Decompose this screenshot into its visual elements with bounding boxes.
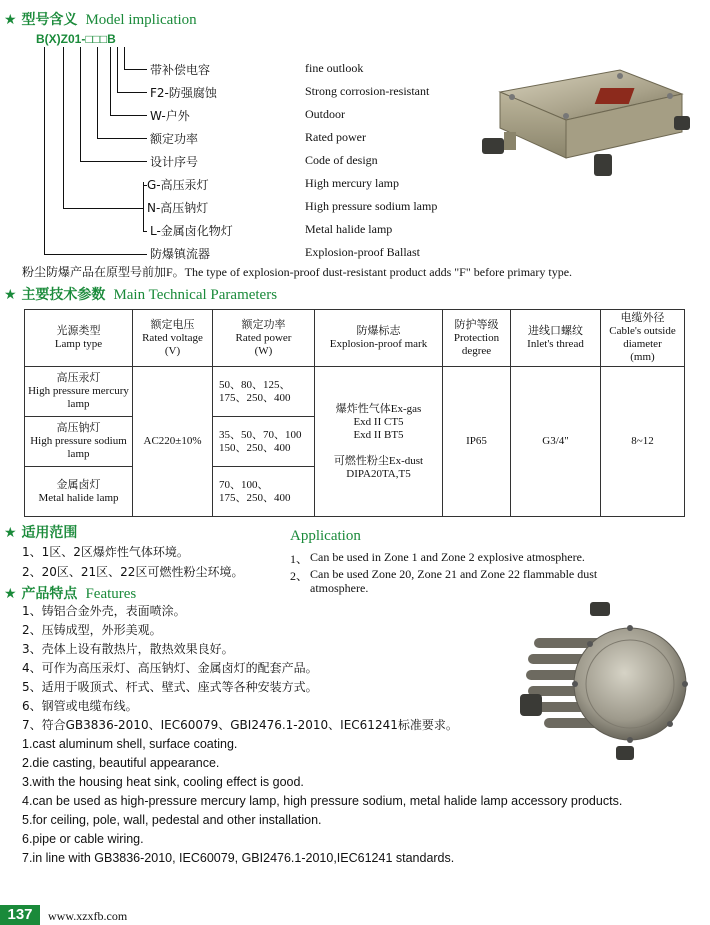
feature-item: 3.with the housing heat sink, cooling effect is good. xyxy=(22,775,304,789)
model-item-en: High pressure sodium lamp xyxy=(305,199,438,213)
model-item-en: Metal halide lamp xyxy=(305,222,393,236)
power-cell: 50、80、125、 175、250、400 xyxy=(213,367,315,417)
model-item-cn: W-户外 xyxy=(150,109,190,123)
model-item-en: Explosion-proof Ballast xyxy=(305,245,420,259)
section-model-title: ★ 型号含义 Model implication xyxy=(4,12,197,28)
model-item-cn: 带补偿电容 xyxy=(150,63,211,77)
feature-item: 1、铸铝合金外壳，表面喷涂。 xyxy=(22,604,186,618)
section-features-title: ★ 产品特点 Features xyxy=(4,586,137,602)
application-item: 1、 Can be used in Zone 1 and Zone 2 explosive atmosphere. xyxy=(290,550,585,566)
feature-item: 4、可作为高压汞灯、高压钠灯、金属卤灯的配套产品。 xyxy=(22,661,318,675)
scope-item: 1、1区、2区爆炸性气体环境。 xyxy=(22,545,189,559)
header-cable: 电缆外径 Cable's outside diameter (mm) xyxy=(601,310,685,367)
feature-item: 6、钢管或电缆布线。 xyxy=(22,699,138,713)
model-code: B(X)Z01-□□□B xyxy=(36,32,116,46)
application-item: 2、 Can be used Zone 20, Zone 21 and Zone 22 flammable dust atmosphere. xyxy=(290,567,598,595)
header-voltage: 额定电压 Rated voltage (V) xyxy=(133,310,213,367)
spec-table xyxy=(24,309,685,517)
lamp-type-cell: 高压钠灯 High pressure sodium lamp xyxy=(25,417,133,467)
feature-item: 1.cast aluminum shell, surface coating. xyxy=(22,737,238,751)
header-power: 额定功率 Rated power (W) xyxy=(213,310,315,367)
scope-list-cn xyxy=(22,543,243,583)
protection-cell: IP65 xyxy=(443,367,511,517)
feature-item: 5.for ceiling, pole, wall, pedestal and other installation. xyxy=(22,813,322,827)
feature-item: 6.pipe or cable wiring. xyxy=(22,832,144,846)
voltage-cell: AC220±10% xyxy=(133,367,213,517)
footer-url[interactable]: www.xzxfb.com xyxy=(48,909,128,923)
feature-item: 7.in line with GB3836-2010, IEC60079, GBI2476.1-2010,IEC61241 standards. xyxy=(22,851,455,865)
model-item-en: Rated power xyxy=(305,130,366,144)
dust-note: 粉尘防爆产品在原型号前加F。The type of explosion-proof dust-resistant product adds "F" before primary type. xyxy=(22,265,573,279)
model-item-en: fine outlook xyxy=(305,61,364,75)
features-list-cn xyxy=(22,602,458,735)
lamp-type-cell: 高压汞灯 High pressure mercury lamp xyxy=(25,367,133,417)
feature-item: 3、壳体上设有散热片，散热效果良好。 xyxy=(22,642,234,656)
model-item-cn: G-高压汞灯 xyxy=(147,178,209,192)
model-item-cn: F2-防强腐蚀 xyxy=(150,86,217,100)
ballast-box-photo xyxy=(470,62,694,190)
table-row xyxy=(25,367,685,417)
page-number: 137 xyxy=(0,905,40,925)
header-thread: 进线口螺纹 Inlet's thread xyxy=(511,310,601,367)
table-header-row xyxy=(25,310,685,367)
cable-cell: 8~12 xyxy=(601,367,685,517)
model-item-en: Outdoor xyxy=(305,107,345,121)
feature-item: 5、适用于吸顶式、杆式、壁式、座式等各种安装方式。 xyxy=(22,680,318,694)
section-application-title: Application xyxy=(290,528,361,544)
model-item-cn: N-高压钠灯 xyxy=(147,201,209,215)
mark-cell: 爆炸性气体Ex-gas Exd II CT5 Exd II BT5 可燃性粉尘Ex-dust DIPA20TA,T5 xyxy=(315,367,443,517)
model-item-cn: 额定功率 xyxy=(150,132,199,146)
model-item-cn: 设计序号 xyxy=(150,155,199,169)
feature-item: 2.die casting, beautiful appearance. xyxy=(22,756,220,770)
model-item-cn: 防爆镇流器 xyxy=(150,247,211,261)
header-protection: 防护等级 Protection degree xyxy=(443,310,511,367)
section-params-title: ★ 主要技术参数 Main Technical Parameters xyxy=(4,287,278,303)
header-mark: 防爆标志 Explosion-proof mark xyxy=(315,310,443,367)
scope-item: 2、20区、21区、22区可燃性粉尘环境。 xyxy=(22,565,244,579)
thread-cell: G3/4" xyxy=(511,367,601,517)
power-cell: 35、50、70、100 150、250、400 xyxy=(213,417,315,467)
lamp-type-cell: 金属卤灯 Metal halide lamp xyxy=(25,467,133,517)
feature-item: 4.can be used as high-pressure mercury lamp, high pressure sodium, metal halide lamp accessory products. xyxy=(22,794,623,808)
feature-item: 7、符合GB3836-2010、IEC60079、GBI2476.1-2010、IEC61241标准要求。 xyxy=(22,718,458,732)
section-scope-title: ★ 适用范围 xyxy=(4,525,78,541)
model-item-cn: L-金属卤化物灯 xyxy=(150,224,233,238)
scope-list-en xyxy=(290,550,650,601)
features-list-en xyxy=(22,737,622,870)
feature-item: 2、压铸成型，外形美观。 xyxy=(22,623,162,637)
header-lamp-type: 光源类型 Lamp type xyxy=(25,310,133,367)
power-cell: 70、100、 175、250、400 xyxy=(213,467,315,517)
model-item-en: High mercury lamp xyxy=(305,176,399,190)
model-item-en: Code of design xyxy=(305,153,378,167)
model-item-en: Strong corrosion-resistant xyxy=(305,84,430,98)
